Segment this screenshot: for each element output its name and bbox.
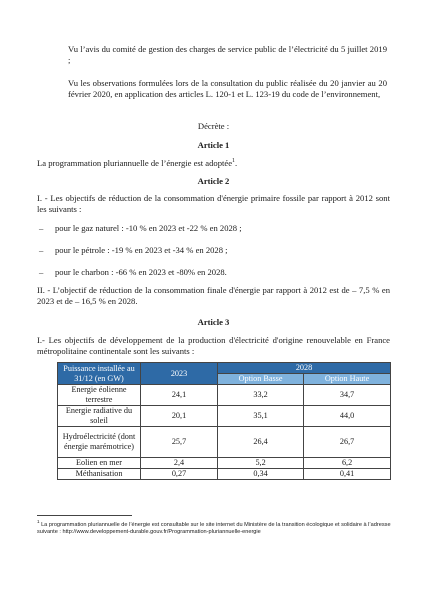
row-label: Energie éolienne terrestre [58,385,141,406]
cell-basse: 5,2 [218,458,304,469]
cell-haute: 0,41 [304,469,391,480]
article-1-body: La programmation pluriannuelle de l’énergie est adoptée [37,158,233,168]
cell-basse: 35,1 [218,406,304,427]
cell-haute: 26,7 [304,427,391,458]
energy-capacity-table [57,362,391,480]
footnote-divider [37,515,132,516]
cell-2023: 20,1 [141,406,218,427]
article-1-title: Article 1 [197,140,230,150]
cell-2023: 2,4 [141,458,218,469]
cell-basse: 26,4 [218,427,304,458]
table-row [58,385,391,406]
table-row [58,427,391,458]
footnote-text: La programmation pluriannuelle de l’énergie est consultable sur le site internet du Ministère de la transition écologique et solidaire à l’adresse suivante : http://www.developpement-durable.gouv.fr/Programmation-pluriannuelle-energie [37,522,391,535]
article-3-title: Article 3 [197,317,230,327]
article-3-intro: I.- Les objectifs de développement de la production d'électricité d'origine renouvelable en France métropolitaine continentale sont les suivants : [37,335,390,357]
visa-comite: Vu l’avis du comité de gestion des charges de service public de l’électricité du 5 juillet 2019 ; [68,44,387,66]
visa-consultation: Vu les observations formulées lors de la consultation du public réalisée du 20 janvier au 20 février 2020, en application des articles L. 120-1 et L. 123-19 du code de l’environnement, [68,78,387,100]
article-1-end: . [235,158,238,168]
table-row [58,469,391,480]
header-puissance: Puissance installée au 31/12 (en GW) [58,363,141,385]
cell-basse: 33,2 [218,385,304,406]
cell-haute: 34,7 [304,385,391,406]
row-label: Eolien en mer [58,458,141,469]
list-dash: – [39,245,44,255]
list-item-charbon: pour le charbon : -66 % en 2023 et -80% en 2028. [55,267,227,277]
table-header-row [58,363,391,374]
footnote-ref: 1 [232,158,236,165]
cell-2023: 25,7 [141,427,218,458]
table-row [58,458,391,469]
list-dash: – [39,223,44,233]
row-label: Energie radiative du soleil [58,406,141,427]
cell-basse: 0,34 [218,469,304,480]
decrete-heading: Décrète : [197,121,230,131]
footnote [37,519,397,536]
header-option-basse: Option Basse [218,374,304,385]
cell-haute: 6,2 [304,458,391,469]
article-2-title: Article 2 [197,176,230,186]
cell-haute: 44,0 [304,406,391,427]
article-2-ii: II. - L’objectif de réduction de la consommation finale d'énergie par rapport à 2012 est de – 7,5 % en 2023 et de – 16,5 % en 2028. [37,285,390,307]
row-label: Méthanisation [58,469,141,480]
article-1-text [37,158,390,169]
cell-2023: 24,1 [141,385,218,406]
footnote-number: 1 [37,519,40,525]
list-item-petrole: pour le pétrole : -19 % en 2023 et -34 % en 2028 ; [55,245,228,255]
cell-2023: 0,27 [141,469,218,480]
list-item-gaz: pour le gaz naturel : -10 % en 2023 et -22 % en 2028 ; [55,223,242,233]
table-row [58,406,391,427]
article-2-intro: I. - Les objectifs de réduction de la consommation d'énergie primaire fossile par rapport à 2012 sont les suivants : [37,193,390,215]
header-2028: 2028 [218,363,391,374]
list-dash: – [39,267,44,277]
row-label: Hydroélectricité (dont énergie marémotrice) [58,427,141,458]
header-2023: 2023 [141,363,218,385]
header-option-haute: Option Haute [304,374,391,385]
